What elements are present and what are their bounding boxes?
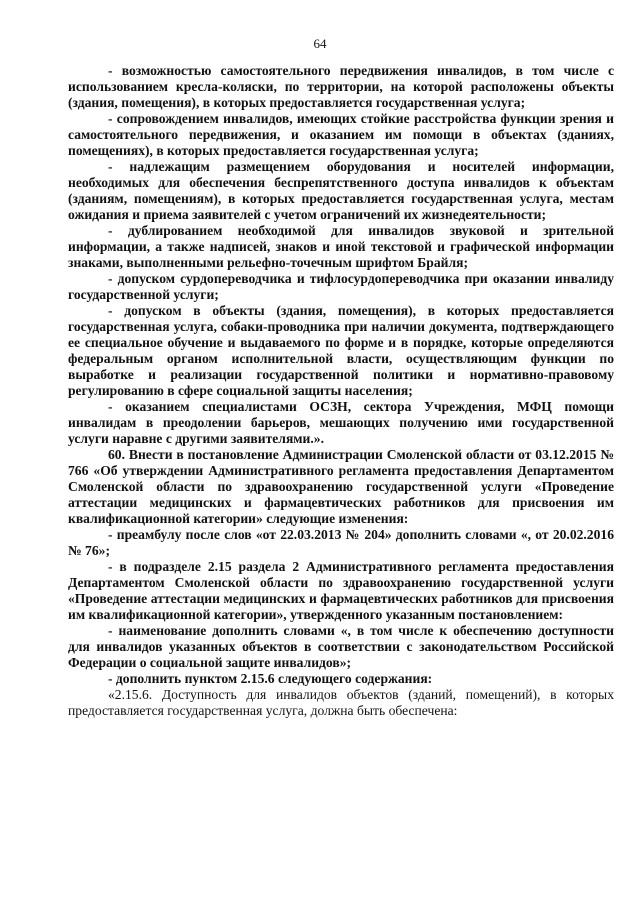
amendment-emphasis: , в том числе к обеспечению доступности для инвалидов указанных объектов в соответствии с законодательством Российской Федерации о социальной защите инвалидов	[68, 623, 614, 670]
paragraph-preamble: - преамбулу после слов «от 22.03.2013 № 204» дополнить словами «, от 20.02.2016 № 76»;	[68, 527, 614, 558]
paragraph-assistance: - оказанием специалистами ОСЗН, сектора Учреждения, МФЦ помощи инвалидам в преодолении барьеров, мешающих получению ими государственной услуги наравне с другими заявителями.».	[68, 399, 614, 446]
amendment-tail: »;	[339, 655, 352, 670]
paragraph-clause-2-15-6: «2.15.6. Доступность для инвалидов объектов (зданий, помещений), в которых предоставляется государственная услуга, должна быть обеспечена:	[68, 687, 614, 718]
page-number: 64	[313, 36, 327, 51]
paragraph-equipment: - надлежащим размещением оборудования и носителей информации, необходимых для обеспечения беспрепятственного доступа инвалидов к объектам (зданиям, помещениям), в которых предоставляется государственная услуга, местам ожидания и приема заявителей с учетом ограничений их жизнедеятельности;	[68, 159, 614, 222]
amendment-lead: - наименование дополнить словами «	[108, 623, 348, 638]
paragraph-title-amendment	[68, 623, 614, 671]
paragraph-item-60: 60. Внести в постановление Администрации Смоленской области от 03.12.2015 № 766 «Об утверждении Административного регламента предоставления Департаментом Смоленской области по здравоохранению государственной услуги «Проведение аттестации медицинских и фармацевтических работников для присвоения им квалификационной категории» следующие изменения:	[68, 447, 614, 526]
paragraph-escort: - сопровождением инвалидов, имеющих стойкие расстройства функции зрения и самостоятельного передвижения, и оказанием им помощи в объектах (зданиях, помещениях), в которых предоставляется государственная услуга;	[68, 111, 614, 158]
paragraph-subsection: - в подразделе 2.15 раздела 2 Административного регламента предоставления Департаментом Смоленской области по здравоохранению государственной услуги «Проведение аттестации медицинских и фармацевтических работников для присвоения им квалификационной категории», утвержденного указанным постановлением:	[68, 559, 614, 622]
paragraph-braille: - дублированием необходимой для инвалидов звуковой и зрительной информации, а также надписей, знаков и иной текстовой и графической информации знаками, выполненными рельефно-точечным шрифтом Брайля;	[68, 223, 614, 270]
paragraph-interpreter: - допуском сурдопереводчика и тифлосурдопереводчика при оказании инвалиду государственной услуги;	[68, 271, 614, 302]
paragraph-add-clause: - дополнить пунктом 2.15.6 следующего содержания:	[108, 671, 433, 686]
document-body	[68, 63, 614, 719]
paragraph-mobility: - возможностью самостоятельного передвижения инвалидов, в том числе с использованием кресла-коляски, по территории, на которой расположены объекты (здания, помещения), в которых предоставляется государственная услуга;	[68, 63, 614, 110]
paragraph-guide-dog: - допуском в объекты (здания, помещения), в которых предоставляется государственная услуга, собаки-проводника при наличии документа, подтверждающего ее специальное обучение и выдаваемого по форме и в порядке, которые определяются федеральным органом исполнительной власти, осуществляющим функции по выработке и реализации государственной политики и нормативно-правовому регулированию в сфере социальной защиты населения;	[68, 303, 614, 398]
